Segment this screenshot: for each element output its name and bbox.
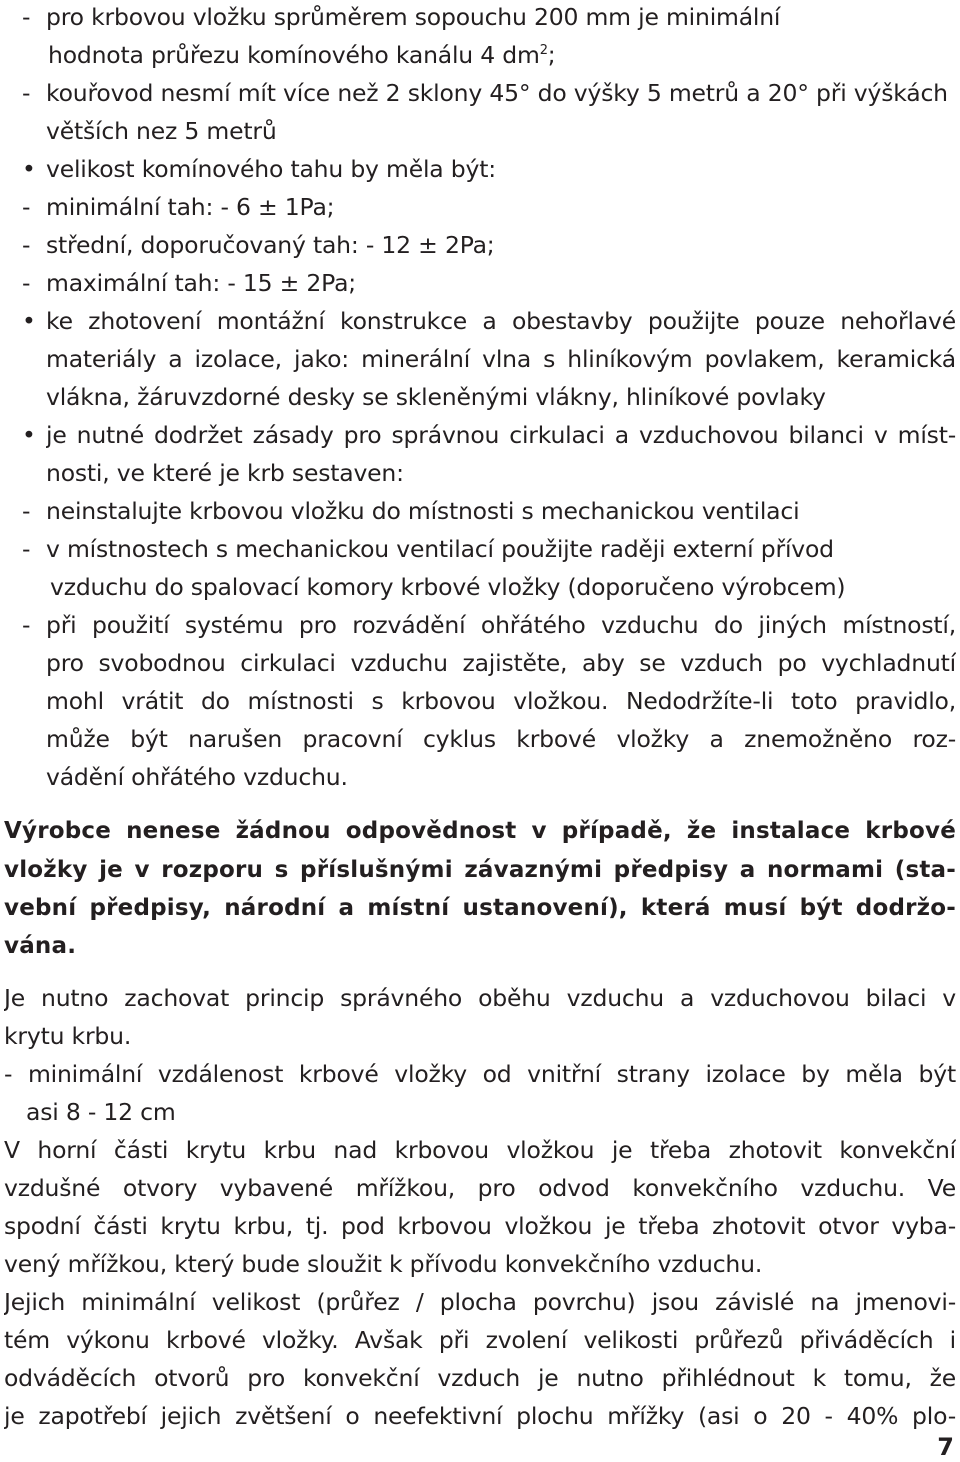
list-line: pro krbovou vložku sprůměrem sopouchu 200 mm je minimální: [46, 3, 781, 31]
list-line: hodnota průřezu komínového kanálu 4 $dm^2$;: [48, 41, 556, 69]
bullet-marker: •: [22, 307, 36, 335]
list-line: nosti, ve které je krb sestaven:: [46, 459, 404, 487]
list-line: ke zhotovení montážní konstrukce a obestavby použijte pouze nehořlavé: [46, 307, 956, 335]
body-line: vzdušné otvory vybavené mřížkou, pro odvod konvekčního vzduchu. Ve: [4, 1174, 956, 1202]
body-line: - minimální vzdálenost krbové vložky od vnitřní strany izolace by měla být: [4, 1060, 956, 1088]
bullet-marker: •: [22, 421, 36, 449]
list-line: střední, doporučovaný tah: - 12 ± 2Pa;: [46, 231, 495, 259]
list-line: mohl vrátit do místnosti s krbovou vložkou. Nedodržíte-li toto pravidlo,: [46, 687, 956, 715]
body-line: asi 8 - 12 cm: [26, 1098, 176, 1126]
disclaimer-line: vána.: [4, 933, 77, 959]
body-line: Je nutno zachovat princip správného oběhu vzduchu a vzduchovou bilaci v: [4, 984, 956, 1012]
body-line: vený mřížkou, který bude sloužit k přívodu konvekčního vzduchu.: [4, 1250, 763, 1278]
dash-marker: -: [22, 3, 31, 31]
dash-marker: -: [22, 535, 31, 563]
list-line: kouřovod nesmí mít více než 2 sklony 45° do výšky 5 metrů a 20° při výškách: [46, 79, 948, 107]
list-line: minimální tah: - 6 ± 1Pa;: [46, 193, 335, 221]
list-line: maximální tah: - 15 ± 2Pa;: [46, 269, 357, 297]
page-number: 7: [937, 1433, 954, 1461]
list-line: vlákna, žáruvzdorné desky se skleněnými vlákny, hliníkové povlaky: [46, 383, 826, 411]
list-line: může být narušen pracovní cyklus krbové vložky a znemožněno roz-: [46, 725, 956, 753]
dash-marker: -: [22, 231, 31, 259]
dash-marker: -: [22, 611, 31, 639]
body-line: V horní části krytu krbu nad krbovou vložkou je třeba zhotovit konvekční: [4, 1136, 956, 1164]
bullet-marker: •: [22, 155, 36, 183]
list-line: neinstalujte krbovou vložku do místnosti s mechanickou ventilaci: [46, 497, 800, 525]
body-line: je zapotřebí jejich zvětšení o neefektivní plochu mřížky (asi o 20 - 40% plo-: [4, 1402, 956, 1430]
body-line: odváděcích otvorů pro konvekční vzduch je nutno přihlédnout k tomu, že: [4, 1364, 956, 1392]
list-line: vzduchu do spalovací komory krbové vložky (doporučeno výrobcem): [50, 573, 846, 601]
body-line: spodní části krytu krbu, tj. pod krbovou vložkou je třeba zhotovit otvor vyba-: [4, 1212, 956, 1240]
body-line: krytu krbu.: [4, 1022, 132, 1050]
dash-marker: -: [22, 269, 31, 297]
dash-marker: -: [22, 193, 31, 221]
list-line: větších nez 5 metrů: [46, 117, 277, 145]
list-line: materiály a izolace, jako: minerální vlna s hliníkovým povlakem, keramická: [46, 345, 956, 373]
list-line: vádění ohřátého vzduchu.: [46, 763, 348, 791]
disclaimer-line: vložky je v rozporu s příslušnými závaznými předpisy a normami (sta-: [4, 857, 956, 883]
list-line: v místnostech s mechanickou ventilací použijte raději externí přívod: [46, 535, 834, 563]
list-line: velikost komínového tahu by měla být:: [46, 155, 496, 183]
body-line: Jejich minimální velikost (průřez / plocha povrchu) jsou závislé na jmenovi-: [4, 1288, 956, 1316]
list-line: je nutné dodržet zásady pro správnou cirkulaci a vzduchovou bilanci v míst-: [46, 421, 956, 449]
list-line: pro svobodnou cirkulaci vzduchu zajistěte, aby se vzduch po vychladnutí: [46, 649, 956, 677]
disclaimer-line: vební předpisy, národní a místní ustanovení), která musí být dodržo-: [4, 895, 956, 921]
disclaimer-line: Výrobce nenese žádnou odpovědnost v případě, že instalace krbové: [4, 818, 956, 844]
dash-marker: -: [22, 79, 31, 107]
list-line: při použití systému pro rozvádění ohřátého vzduchu do jiných místností,: [46, 611, 956, 639]
dash-marker: -: [22, 497, 31, 525]
body-line: tém výkonu krbové vložky. Avšak při zvolení velikosti průřezů přiváděcích i: [4, 1326, 956, 1354]
